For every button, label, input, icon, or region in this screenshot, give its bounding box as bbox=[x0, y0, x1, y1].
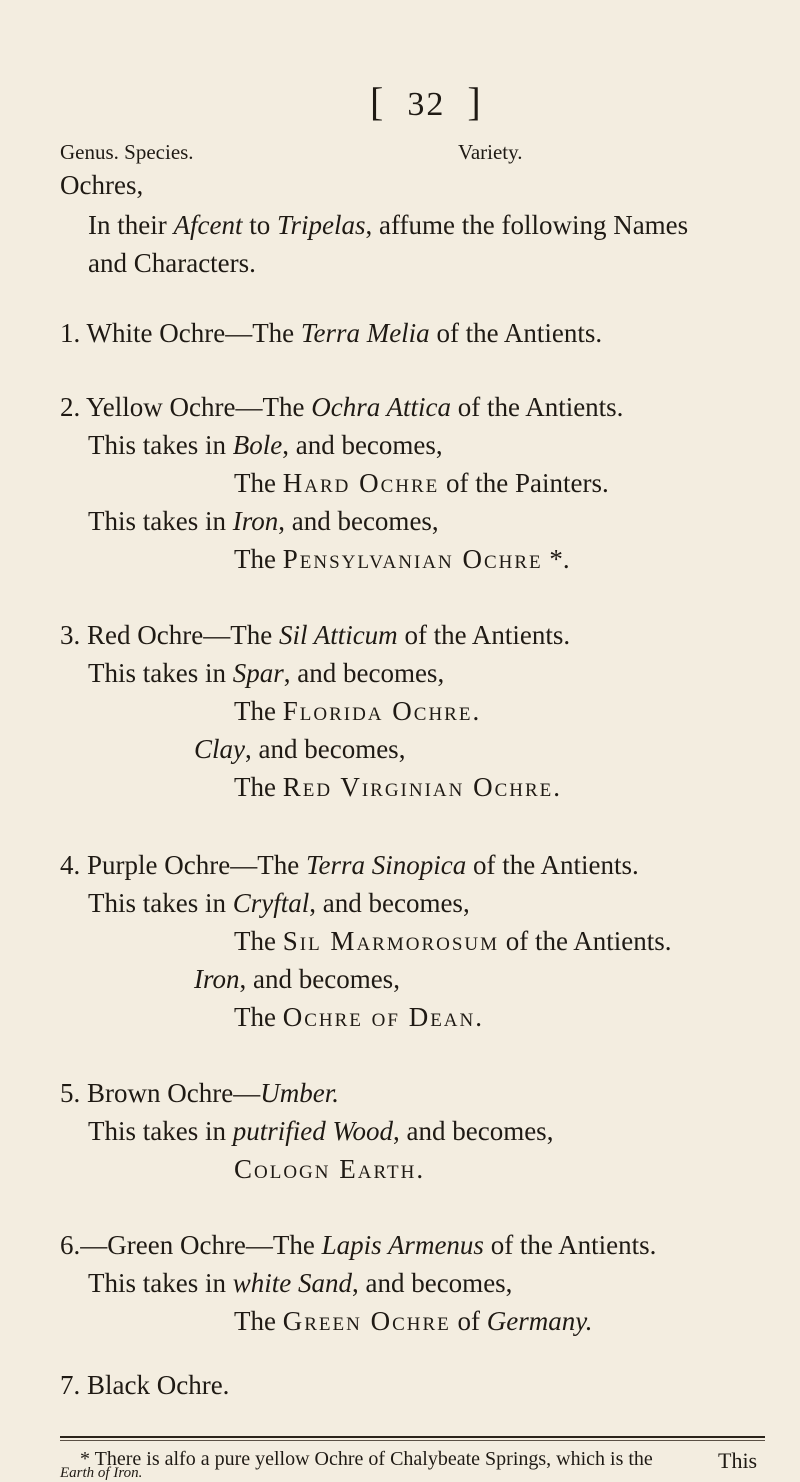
red-takes-1: This takes in Spar, and becomes, bbox=[88, 658, 445, 688]
footnote-line-2: Earth of Iron. bbox=[60, 1465, 143, 1481]
brown-takes-1: This takes in putrified Wood, and becomes, bbox=[88, 1116, 554, 1146]
intro-line-1: In their Afcent to Tripelas, affume the following Names bbox=[88, 210, 689, 240]
catchword: This bbox=[718, 1448, 758, 1473]
green-takes-1: This takes in white Sand, and becomes, bbox=[88, 1268, 513, 1298]
red-takes-2: Clay, and becomes, bbox=[194, 734, 406, 764]
entry-purple-ochre: 4. Purple Ochre—The Terra Sinopica of the Antients. bbox=[60, 850, 639, 880]
footnote-rule bbox=[60, 1436, 765, 1438]
header-variety: Variety. bbox=[458, 140, 523, 164]
intro-heading: Ochres, bbox=[60, 170, 144, 200]
page-number bbox=[370, 78, 483, 125]
footnote-rule-thin bbox=[60, 1440, 765, 1441]
bracket-right: ] bbox=[467, 79, 483, 124]
entry-yellow-ochre: 2. Yellow Ochre—The Ochra Attica of the Antients. bbox=[60, 392, 624, 422]
entry-red-ochre: 3. Red Ochre—The Sil Atticum of the Antients. bbox=[60, 620, 571, 650]
yellow-takes-1: This takes in Bole, and becomes, bbox=[88, 430, 443, 460]
entry-brown-ochre: 5. Brown Ochre—Umber. bbox=[60, 1078, 339, 1108]
yellow-takes-2: This takes in Iron, and becomes, bbox=[88, 506, 439, 536]
yellow-result-2: The Pensylvanian Ochre *. bbox=[234, 544, 570, 574]
bracket-left: [ bbox=[370, 79, 386, 124]
green-result-1: The Green Ochre of Germany. bbox=[234, 1306, 593, 1336]
red-result-1: The Florida Ochre. bbox=[234, 696, 482, 726]
intro-line-2: and Characters. bbox=[88, 248, 256, 278]
footnote-line-1: * There is alfo a pure yellow Ochre of Chalybeate Springs, which is the bbox=[80, 1448, 653, 1470]
header-genus-species: Genus. Species. bbox=[60, 140, 194, 164]
entry-green-ochre: 6.—Green Ochre—The Lapis Armenus of the Antients. bbox=[60, 1230, 657, 1260]
entry-white-ochre: 1. White Ochre—The Terra Melia of the Antients. bbox=[60, 318, 603, 348]
purple-result-1: The Sil Marmorosum of the Antients. bbox=[234, 926, 672, 956]
brown-result-1: Cologn Earth. bbox=[234, 1154, 426, 1184]
purple-result-2: The Ochre of Dean. bbox=[234, 1002, 484, 1032]
page-number-value: 32 bbox=[407, 86, 446, 123]
purple-takes-2: Iron, and becomes, bbox=[194, 964, 400, 994]
red-result-2: The Red Virginian Ochre. bbox=[234, 772, 563, 802]
entry-black-ochre: 7. Black Ochre. bbox=[60, 1370, 230, 1400]
purple-takes-1: This takes in Cryftal, and becomes, bbox=[88, 888, 470, 918]
yellow-result-1: The Hard Ochre of the Painters. bbox=[234, 468, 609, 498]
